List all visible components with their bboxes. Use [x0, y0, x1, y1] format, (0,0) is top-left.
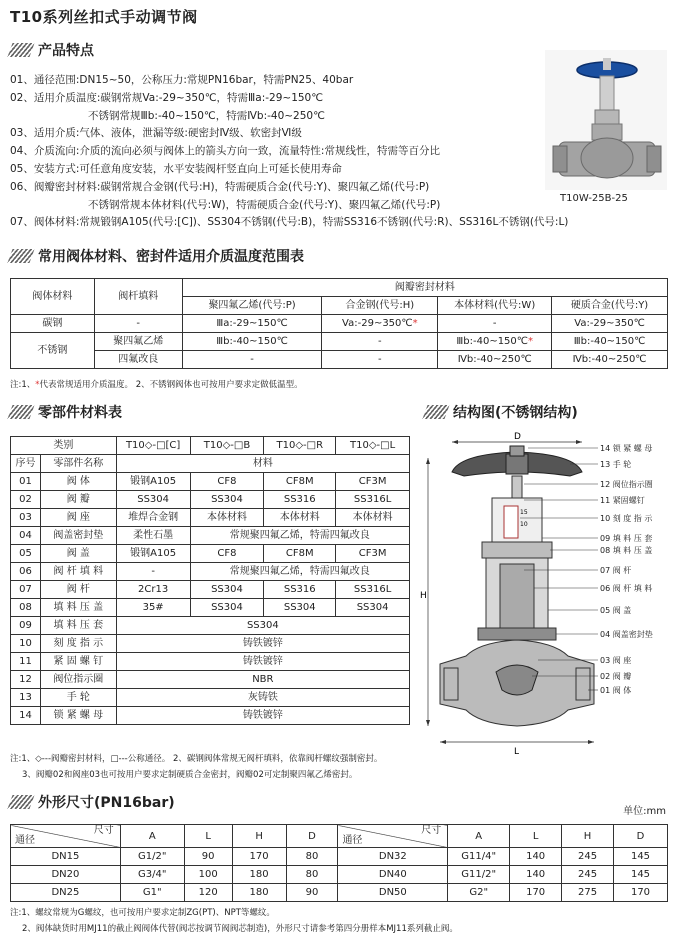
table-cell: 170	[614, 884, 668, 902]
table-cell: DN25	[11, 884, 121, 902]
table-cell: 09	[11, 617, 41, 635]
table-cell: 锁 紧 螺 母	[40, 707, 116, 725]
star-mark: *	[412, 318, 418, 329]
table-cell: G11/2"	[448, 866, 510, 884]
th-col: D	[286, 825, 338, 848]
star-mark: *	[528, 336, 534, 347]
table-row	[11, 707, 410, 725]
th-name: 零部件名称	[40, 455, 116, 473]
table-cell: 245	[562, 848, 614, 866]
part-labels	[600, 443, 653, 695]
section-marker-icon	[7, 795, 34, 809]
table-cell: SS316	[264, 581, 336, 599]
page-title: T10系列丝扣式手动调节阀	[10, 8, 198, 26]
table-cell: 90	[286, 884, 338, 902]
table-cell: 13	[11, 689, 41, 707]
table-cell: 锻钢A105	[116, 545, 190, 563]
part-label-04: 04 阀盖密封垫	[600, 630, 653, 639]
th-col: 本体材料(代号:W)	[438, 297, 552, 315]
part-label-05: 05 阀 盖	[600, 606, 632, 615]
table-cell: 填 料 压 盖	[40, 599, 116, 617]
feature-line: 07、阀体材料:常规锻钢A105(代号:[C])、SS304不锈钢(代号:B)，特需SS316不锈钢(代号:R)、SS316L不锈钢(代号:L)	[10, 216, 569, 229]
table-cell: 100	[184, 866, 232, 884]
table-row	[11, 545, 410, 563]
product-photo	[545, 50, 667, 190]
table-cell: 阀 座	[40, 509, 116, 527]
table-cell: 180	[232, 884, 286, 902]
table-cell: 阀 瓣	[40, 491, 116, 509]
part-label-08: 08 填 料 压 盖	[600, 546, 653, 555]
dim-h-label: H	[420, 591, 427, 601]
th-category: 类别	[11, 437, 117, 455]
th-col: 硬质合金(代号:Y)	[552, 297, 668, 315]
part-label-13: 13 手 轮	[600, 460, 632, 469]
th-seal-material: 阀瓣密封材料	[182, 279, 667, 297]
table-cell: -	[322, 333, 438, 351]
table-cell: DN32	[338, 848, 448, 866]
table-cell: 铸铁镀锌	[116, 653, 409, 671]
table-row	[11, 315, 668, 333]
table-cell: 锻钢A105	[116, 473, 190, 491]
part-label-07: 07 阀 杆	[600, 566, 632, 575]
table-cell: 170	[232, 848, 286, 866]
th-diag: 尺寸 通径	[11, 825, 121, 848]
temp-table	[10, 278, 668, 369]
table-cell: NBR	[116, 671, 409, 689]
table-cell: 07	[11, 581, 41, 599]
table-row	[11, 866, 668, 884]
table-cell: -	[116, 563, 190, 581]
table-cell: Ⅲb:-40~150℃*	[438, 333, 552, 351]
scale-10: 10	[520, 521, 528, 528]
dim-d-label: D	[514, 432, 521, 442]
table-cell: 12	[11, 671, 41, 689]
table-cell: 堆焊合金钢	[116, 509, 190, 527]
table-cell: G11/4"	[448, 848, 510, 866]
table-cell: Ⅲb:-40~150℃	[182, 333, 322, 351]
section-marker-icon	[7, 43, 34, 57]
table-cell: Ⅲa:-29~150℃	[182, 315, 322, 333]
part-label-01: 01 阀 体	[600, 686, 632, 695]
table-cell: 03	[11, 509, 41, 527]
table-cell: 275	[562, 884, 614, 902]
table-row	[11, 848, 668, 866]
table-cell: 填 料 压 套	[40, 617, 116, 635]
table-cell: 本体材料	[264, 509, 336, 527]
table-cell: Va:-29~350℃	[552, 315, 668, 333]
table-cell: CF3M	[336, 545, 410, 563]
th-stem-packing: 阀杆填料	[94, 279, 182, 315]
temp-note: 注:1、*代表常规适用介质温度。 2、不锈钢阀体也可按用户要求定做低温型。	[10, 380, 303, 390]
section-struct-title: 结构图(不锈钢结构)	[453, 405, 578, 421]
section-marker-icon	[422, 405, 449, 419]
features-list	[10, 72, 569, 232]
table-cell: Ⅳb:-40~250℃	[438, 351, 552, 369]
table-row	[11, 635, 410, 653]
table-cell: 紧 固 螺 钉	[40, 653, 116, 671]
table-cell: 阀 体	[40, 473, 116, 491]
part-label-02: 02 阀 瓣	[600, 672, 632, 681]
table-cell: 铸铁镀锌	[116, 635, 409, 653]
table-row	[11, 563, 410, 581]
table-cell: 柔性石墨	[116, 527, 190, 545]
table-cell: 01	[11, 473, 41, 491]
table-row	[11, 491, 410, 509]
table-cell: DN50	[338, 884, 448, 902]
table-cell: SS304	[264, 599, 336, 617]
table-cell: CF8M	[264, 545, 336, 563]
th-type: T10◇-□[C]	[116, 437, 190, 455]
section-dims-header	[10, 792, 175, 812]
th-col: H	[232, 825, 286, 848]
table-cell: CF8M	[264, 473, 336, 491]
table-row	[11, 473, 410, 491]
table-row	[11, 351, 668, 369]
th-material: 材料	[116, 455, 409, 473]
table-cell: CF3M	[336, 473, 410, 491]
table-cell: CF8	[190, 545, 264, 563]
table-cell: SS304	[116, 491, 190, 509]
table-cell: SS304	[116, 617, 409, 635]
table-row	[11, 509, 410, 527]
part-label-12: 12 阀位指示圈	[600, 480, 653, 489]
table-cell: 四氟改良	[94, 351, 182, 369]
feature-line: 02、适用介质温度:碳钢常规Va:-29~350℃，特需Ⅲa:-29~150℃	[10, 91, 324, 104]
th-type: T10◇-□B	[190, 437, 264, 455]
parts-table	[10, 436, 410, 725]
table-cell: 2Cr13	[116, 581, 190, 599]
th-body-material: 阀体材料	[11, 279, 95, 315]
table-cell: 11	[11, 653, 41, 671]
table-cell: 本体材料	[190, 509, 264, 527]
table-cell: 灰铸铁	[116, 689, 409, 707]
table-cell: 35#	[116, 599, 190, 617]
feature-line: 03、适用介质:气体、液体，泄漏等级:硬密封Ⅳ级、软密封Ⅵ级	[10, 127, 302, 140]
table-cell: 阀盖密封垫	[40, 527, 116, 545]
table-cell: 本体材料	[336, 509, 410, 527]
table-cell: -	[438, 315, 552, 333]
th-col: A	[120, 825, 184, 848]
table-cell: 180	[232, 866, 286, 884]
table-cell: Ⅳb:-40~250℃	[552, 351, 668, 369]
table-cell: 铸铁镀锌	[116, 707, 409, 725]
table-cell: DN20	[11, 866, 121, 884]
th-col: L	[510, 825, 562, 848]
th-col: L	[184, 825, 232, 848]
part-label-03: 03 阀 座	[600, 656, 632, 665]
section-marker-icon	[7, 405, 34, 419]
table-row	[11, 527, 410, 545]
table-cell: 刻 度 指 示	[40, 635, 116, 653]
table-cell: 145	[614, 848, 668, 866]
table-cell: SS316L	[336, 491, 410, 509]
table-cell: SS316	[264, 491, 336, 509]
parts-note-2: 3、阀瓣02和阀座03也可按用户要求定制硬质合金密封，阀瓣02可定制聚四氟乙烯密封。	[22, 770, 358, 780]
table-row	[11, 884, 668, 902]
table-cell: 80	[286, 866, 338, 884]
table-cell: G3/4"	[120, 866, 184, 884]
table-cell: 120	[184, 884, 232, 902]
th-col: D	[614, 825, 668, 848]
part-label-10: 10 刻 度 指 示	[600, 514, 653, 523]
th-col: 合金钢(代号:H)	[322, 297, 438, 315]
th-diag: 尺寸 通径	[338, 825, 448, 848]
section-features-header	[10, 40, 94, 60]
feature-line: 不锈钢常规本体材料(代号:W)，特需硬质合金(代号:Y)、聚四氟乙烯(代号:P)	[88, 198, 441, 211]
table-cell: 04	[11, 527, 41, 545]
table-row	[11, 333, 668, 351]
valve-section-drawing	[420, 428, 675, 758]
table-row	[11, 581, 410, 599]
table-cell: CF8	[190, 473, 264, 491]
table-cell: 145	[614, 866, 668, 884]
feature-line: 不锈钢常规Ⅲb:-40~150℃，特需Ⅳb:-40~250℃	[88, 109, 325, 122]
feature-line: 05、安装方式:可任意角度安装，水平安装阀杆竖直向上可延长使用寿命	[10, 162, 342, 175]
table-cell: 阀位指示圈	[40, 671, 116, 689]
table-cell: 聚四氟乙烯	[94, 333, 182, 351]
part-label-11: 11 紧固螺钉	[600, 496, 645, 505]
photo-caption: T10W-25B-25	[560, 193, 628, 204]
section-features-title: 产品特点	[38, 43, 94, 59]
table-cell: SS304	[336, 599, 410, 617]
part-label-06: 06 阀 杆 填 料	[600, 584, 653, 593]
table-cell: 阀 盖	[40, 545, 116, 563]
table-cell: 02	[11, 491, 41, 509]
feature-line: 06、阀瓣密封材料:碳钢常规合金钢(代号:H)，特需硬质合金(代号:Y)、聚四氟乙烯(代号:P)	[10, 180, 430, 193]
section-marker-icon	[7, 249, 34, 263]
dims-note-1: 注:1、螺纹常规为G螺纹，也可按用户要求定制ZG(PT)、NPT等螺纹。	[10, 908, 275, 918]
table-cell: 阀 杆	[40, 581, 116, 599]
th-col: 聚四氟乙烯(代号:P)	[182, 297, 322, 315]
dims-table	[10, 824, 668, 902]
table-cell: SS304	[190, 599, 264, 617]
table-cell: 140	[510, 866, 562, 884]
section-temp-header	[10, 246, 304, 266]
section-parts-header	[10, 402, 122, 422]
parts-note-1: 注:1、◇---阀瓣密封材料，□---公称通径。 2、碳钢阀体常规无阀杆填料，依靠阀杆螺纹强制密封。	[10, 754, 383, 764]
table-cell: G1"	[120, 884, 184, 902]
section-temp-title: 常用阀体材料、密封件适用介质温度范围表	[38, 249, 304, 265]
table-row	[11, 671, 410, 689]
table-cell: 170	[510, 884, 562, 902]
table-cell: 140	[510, 848, 562, 866]
part-label-14: 14 锁 紧 螺 母	[600, 444, 653, 453]
unit-label: 单位:mm	[623, 806, 666, 817]
table-cell: 05	[11, 545, 41, 563]
th-type: T10◇-□L	[336, 437, 410, 455]
part-label-09: 09 填 料 压 套	[600, 534, 653, 543]
table-cell: -	[322, 351, 438, 369]
table-cell: 手 轮	[40, 689, 116, 707]
table-row	[11, 653, 410, 671]
table-row	[11, 617, 410, 635]
table-cell: Ⅲb:-40~150℃	[552, 333, 668, 351]
table-cell: 常规聚四氟乙烯，特需四氟改良	[190, 563, 409, 581]
table-cell: DN15	[11, 848, 121, 866]
table-cell: Va:-29~350℃*	[322, 315, 438, 333]
th-col: A	[448, 825, 510, 848]
table-cell: 80	[286, 848, 338, 866]
table-cell: 阀 杆 填 料	[40, 563, 116, 581]
table-cell: G1/2"	[120, 848, 184, 866]
section-parts-title: 零部件材料表	[38, 405, 122, 421]
structure-diagram	[420, 428, 675, 758]
section-dims-title: 外形尺寸(PN16bar)	[38, 795, 175, 811]
scale-15: 15	[520, 509, 528, 516]
table-cell: 10	[11, 635, 41, 653]
cell-carbon-steel: 碳钢	[11, 315, 95, 333]
table-cell: -	[182, 351, 322, 369]
dim-l-label: L	[514, 747, 520, 757]
table-cell: 常规聚四氟乙烯，特需四氟改良	[190, 527, 409, 545]
table-cell: -	[94, 315, 182, 333]
section-struct-header	[425, 402, 578, 422]
table-cell: 245	[562, 866, 614, 884]
cell-stainless: 不锈钢	[11, 333, 95, 369]
table-cell: 08	[11, 599, 41, 617]
table-cell: 90	[184, 848, 232, 866]
dims-note-2: 2、阀体缺货时用MJ11的截止阀阀体代替(阀芯按调节阀阀芯制造)，外形尺寸请参考第四分册样本MJ11系列截止阀。	[22, 924, 458, 934]
table-cell: SS316L	[336, 581, 410, 599]
table-cell: DN40	[338, 866, 448, 884]
table-row	[11, 599, 410, 617]
table-cell: SS304	[190, 581, 264, 599]
th-col: H	[562, 825, 614, 848]
th-no: 序号	[11, 455, 41, 473]
table-row	[11, 689, 410, 707]
table-cell: 14	[11, 707, 41, 725]
feature-line: 04、介质流向:介质的流向必须与阀体上的箭头方向一致，流量特性:常规线性，特需等百分比	[10, 145, 440, 158]
th-type: T10◇-□R	[264, 437, 336, 455]
table-cell: SS304	[190, 491, 264, 509]
table-cell: G2"	[448, 884, 510, 902]
table-cell: 06	[11, 563, 41, 581]
feature-line: 01、通径范围:DN15~50，公称压力:常规PN16bar，特需PN25、40bar	[10, 74, 354, 86]
